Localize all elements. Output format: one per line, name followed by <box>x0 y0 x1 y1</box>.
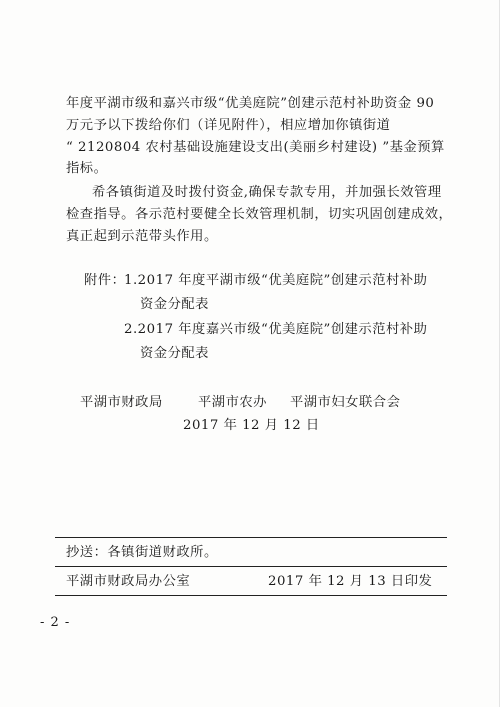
print-date: 2017 年 12 月 13 日印发 <box>268 574 433 589</box>
attachment-2-line1: 2.2017 年度嘉兴市级“优美庭院”创建示范村补助 <box>124 322 428 337</box>
body-para1-line1: 年度平湖市级和嘉兴市级“优美庭院”创建示范村补助资金 90 <box>66 96 435 111</box>
issuing-office: 平湖市财政局办公室 <box>66 574 191 589</box>
attachments-label: 附件： <box>84 273 126 288</box>
attachment-2-line2: 资金分配表 <box>140 346 209 361</box>
page-number: - 2 - <box>40 615 71 630</box>
body-para2-line1: 希各镇街道及时拨付资金,确保专款专用，并加强长效管理 <box>92 185 442 200</box>
footer-rule-top <box>55 537 447 538</box>
footer-rule-bottom <box>55 595 447 596</box>
signature-date: 2017 年 12 月 12 日 <box>183 418 320 433</box>
cc-line: 抄送：各镇街道财政所。 <box>66 545 218 560</box>
attachment-1-line2: 资金分配表 <box>140 297 209 312</box>
signature-org-finance-bureau: 平湖市财政局 <box>80 395 163 410</box>
footer-rule-middle <box>55 566 447 567</box>
signature-org-womens-federation: 平湖市妇女联合会 <box>290 395 401 410</box>
body-para1-line3: “ 2120804 农村基础设施建设支出(美丽乡村建设) ”基金预算 <box>66 140 445 155</box>
body-para1-line2: 万元予以下拨给你们（详见附件），相应增加你镇街道 <box>66 118 391 133</box>
attachment-1-line1: 1.2017 年度平湖市级“优美庭院”创建示范村补助 <box>124 273 428 288</box>
body-para2-line2: 检查指导。各示范村要健全长效管理机制，切实巩固创建成效， <box>66 207 453 222</box>
body-para2-line3: 真正起到示范带头作用。 <box>66 229 218 244</box>
signature-org-agri-office: 平湖市农办 <box>198 395 267 410</box>
body-para1-line4: 指标。 <box>66 161 108 176</box>
